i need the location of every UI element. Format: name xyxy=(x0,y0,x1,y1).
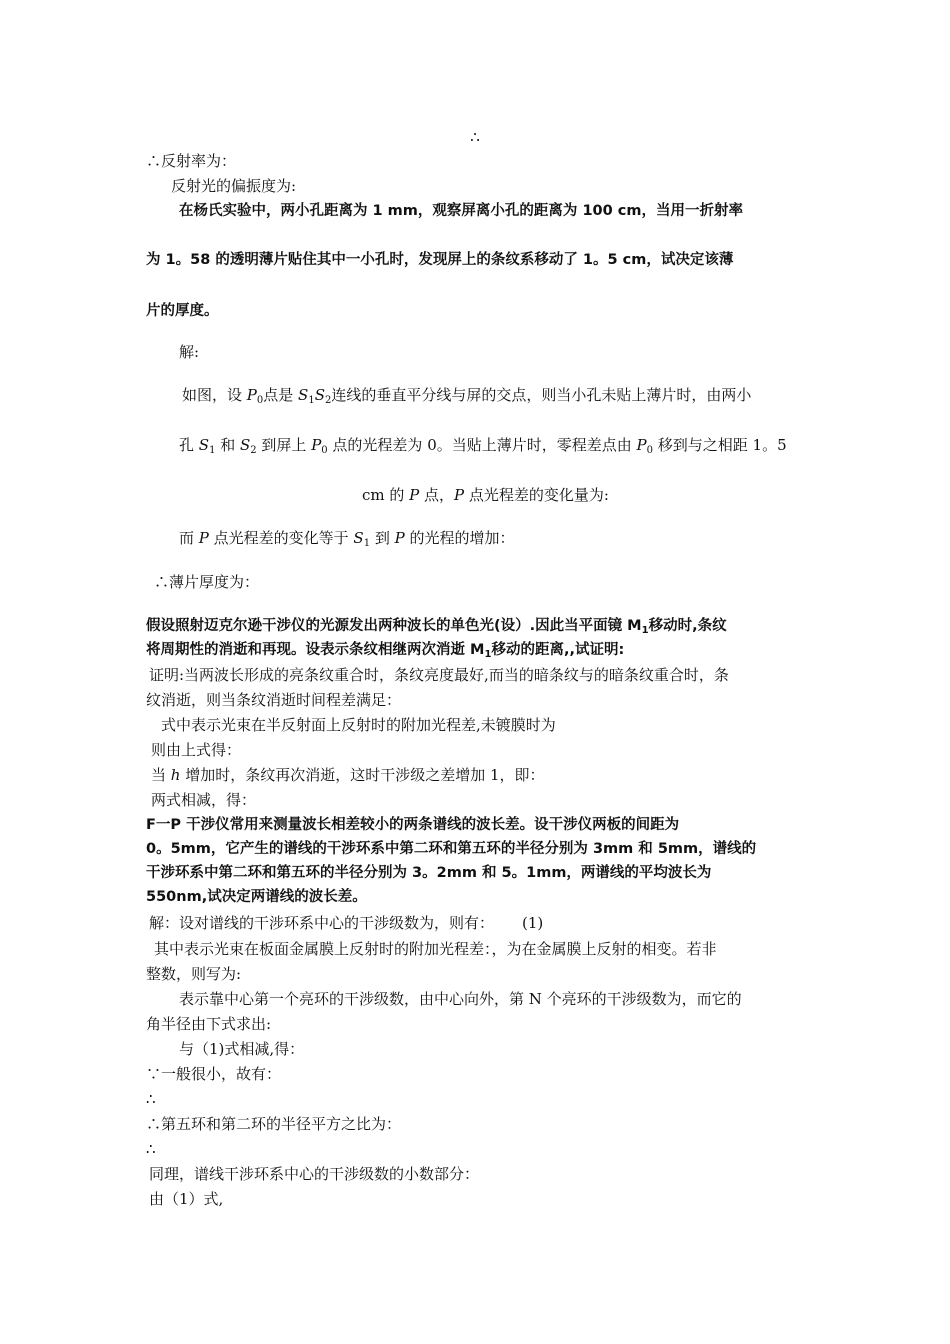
proof-line1: 证明:当两波长形成的亮条纹重合时，条纹亮度最好,而当的暗条纹与的暗条纹重合时，条 xyxy=(149,666,729,684)
problem3-line3: 干涉环系中第二环和第五环的半径分别为 3。2mm 和 5。1mm，两谱线的平均波长为 xyxy=(146,865,712,881)
answer-line7: ∵一般很小，故有： xyxy=(146,1065,282,1083)
answer-line11: 同理，谱线干涉环系中心的干涉级数的小数部分： xyxy=(149,1165,480,1183)
problem3-line2: 0。5mm，它产生的谱线的干涉环系中第二环和第五环的半径分别为 3mm 和 5mm，谱线的 xyxy=(146,841,757,857)
solution-line4: 而 P 点光程差的变化等于 $S_1$ 到 P 的光程的增加： xyxy=(179,529,515,549)
reflectance-line: ∴反射率为： xyxy=(146,152,237,170)
proof-line5: 当 h 增加时，条纹再次消逝，这时干涉级之差增加 1，即： xyxy=(151,766,545,784)
solution-line3: cm 的 P 点，P 点光程差的变化量为: xyxy=(362,486,609,504)
proof-line2: 纹消逝，则当条纹消逝时间程差满足： xyxy=(146,691,402,709)
solution-label: 解: xyxy=(179,343,200,361)
problem2-line1: 假设照射迈克尔逊干涉仪的光源发出两种波长的单色光(设）.因此当平面镜 $M_1$移动时,条纹 xyxy=(146,618,727,636)
answer-line10: ∴ xyxy=(146,1140,156,1158)
answer-line1: 解：设对谱线的干涉环系中心的干涉级数为，则有： (1) xyxy=(149,914,544,932)
answer-line6: 与（1)式相减,得： xyxy=(179,1040,305,1058)
answer-line2: 其中表示光束在板面金属膜上反射时的附加光程差：，为在金属膜上反射的相变。若非 xyxy=(154,940,717,958)
proof-line3: 式中表示光束在半反射面上反射时的附加光程差,未镀膜时为 xyxy=(161,716,556,734)
answer-line3: 整数，则写为: xyxy=(146,965,242,983)
problem2-line2: 将周期性的消逝和再现。设表示条纹相继两次消逝 $M_1$移动的距离,,试证明: xyxy=(146,642,625,660)
problem1-line3: 片的厚度。 xyxy=(146,303,219,319)
answer-line8: ∴ xyxy=(146,1090,156,1108)
proof-line4: 则由上式得： xyxy=(151,741,242,759)
answer-line4: 表示靠中心第一个亮环的干涉级数，由中心向外，第 N 个亮环的干涉级数为，而它的 xyxy=(179,990,742,1008)
problem3-line4: 550nm,试决定两谱线的波长差。 xyxy=(146,889,367,905)
answer-line9: ∴第五环和第二环的半径平方之比为： xyxy=(146,1115,402,1133)
therefore-symbol: ∴ xyxy=(470,128,480,146)
problem1-line1: 在杨氏实验中，两小孔距离为 1 mm，观察屏离小孔的距离为 100 cm，当用一折射率 xyxy=(179,203,743,219)
proof-line6: 两式相减，得： xyxy=(151,791,257,809)
thickness-line: ∴薄片厚度为： xyxy=(154,573,260,591)
problem1-line2: 为 1。58 的透明薄片贴住其中一小孔时，发现屏上的条纹系移动了 1。5 cm，试决定该薄 xyxy=(146,252,734,268)
solution-line2: 孔 $S_1$ 和 $S_2$ 到屏上 $P_0$ 点的光程差为 0。当贴上薄片时，零程差点由 $P_0$ 移到与之相距 1。5 xyxy=(179,436,787,456)
problem3-line1: F一P 干涉仪常用来测量波长相差较小的两条谱线的波长差。设干涉仪两板的间距为 xyxy=(146,817,680,833)
answer-line12: 由（1）式, xyxy=(149,1190,224,1208)
answer-line5: 角半径由下式求出: xyxy=(146,1015,272,1033)
polarization-line: 反射光的偏振度为: xyxy=(171,177,297,195)
solution-line1: 如图，设 $P_0$点是 $S_1S_2$连线的垂直平分线与屏的交点，则当小孔未贴上薄片时，由两小 xyxy=(182,386,752,406)
